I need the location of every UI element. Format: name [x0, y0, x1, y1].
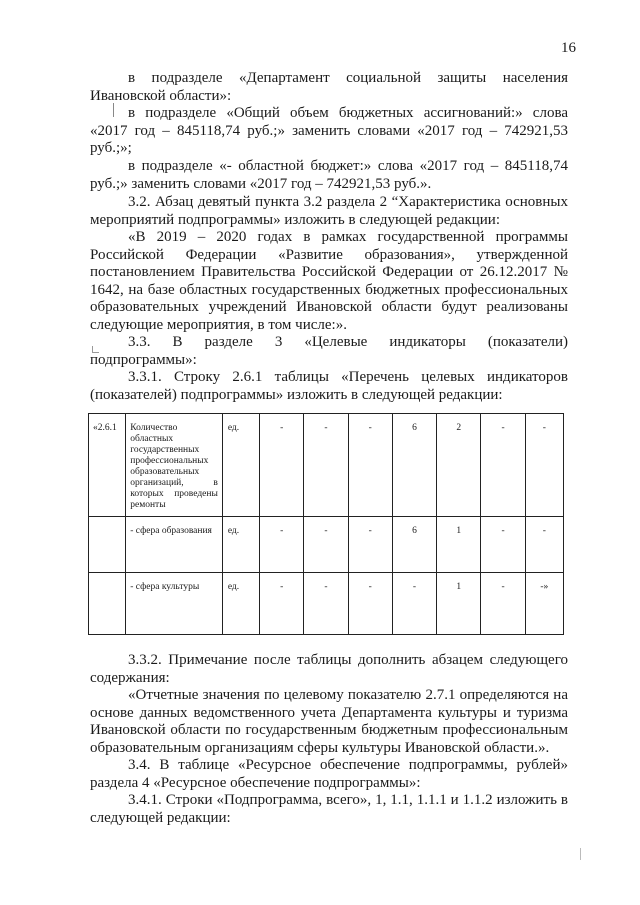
row-code: «2.6.1 — [89, 414, 126, 517]
cell-value: - — [525, 414, 563, 517]
table-row — [89, 573, 564, 635]
row-name: - сфера образования — [126, 517, 223, 573]
paragraph-3-2: 3.2. Абзац девятый пункта 3.2 раздела 2 “Характеристика основных мероприятий подпрограммы» изложить в следующей редакции: — [90, 194, 568, 228]
paragraph-3-3: 3.3. В разделе 3 «Целевые индикаторы (показатели) подпрограммы»: — [90, 334, 568, 368]
paragraph-social-protection: в подразделе «Департамент социальной защиты населения Ивановской области»: — [90, 70, 568, 104]
paragraph-quote-2-7-1: «Отчетные значения по целевому показателю 2.7.1 определяются на основе данных ведомственного учета Департамента культуры и туризма Ивановской области по государственным бюджетным профессиональным образовательным организациям сферы культуры Ивановской области.». — [90, 687, 568, 756]
cell-value: - — [392, 573, 436, 635]
table-row — [89, 517, 564, 573]
cell-value: - — [304, 573, 348, 635]
cell-value: 1 — [437, 517, 481, 573]
row-name: Количество областных государственных профессиональных образовательных организаций, в которых проведены ремонты — [126, 414, 223, 517]
cell-value: 6 — [392, 414, 436, 517]
row-code — [89, 573, 126, 635]
cell-value: - — [260, 517, 304, 573]
row-unit: ед. — [222, 573, 259, 635]
paragraph-3-3-2: 3.3.2. Примечание после таблицы дополнить абзацем следующего содержания: — [90, 652, 568, 686]
cell-value: - — [348, 414, 392, 517]
row-name: - сфера культуры — [126, 573, 223, 635]
cell-value: 1 — [437, 573, 481, 635]
paragraph-quote-2019: «В 2019 – 2020 годах в рамках государственной программы Российской Федерации «Развитие образования», утвержденной постановлением Правительства Российской Федерации от 26.12.2017 № 1642, на базе областных государственных бюджетных профессиональных образовательных учреждений Ивановской области будут реализованы следующие мероприятия, в том числе:». — [90, 229, 568, 333]
page-number: 16 — [561, 40, 576, 56]
indicators-table — [88, 413, 564, 635]
cell-value: - — [481, 517, 525, 573]
paragraph-3-3-1: 3.3.1. Строку 2.6.1 таблицы «Перечень целевых индикаторов (показателей) подпрограммы» изложить в следующей редакции: — [90, 369, 568, 403]
cell-value: -» — [525, 573, 563, 635]
cell-value: - — [304, 414, 348, 517]
paragraph-3-4-1: 3.4.1. Строки «Подпрограмма, всего», 1, 1.1, 1.1.1 и 1.1.2 изложить в следующей редакции: — [90, 792, 568, 826]
cell-value: - — [260, 414, 304, 517]
cell-value: 2 — [437, 414, 481, 517]
cell-value: - — [348, 517, 392, 573]
paragraph-3-4: 3.4. В таблице «Ресурсное обеспечение подпрограммы, рублей» раздела 4 «Ресурсное обеспечение подпрограммы»: — [90, 757, 568, 791]
paragraph-regional-budget: в подразделе «- областной бюджет:» слова «2017 год – 845118,74 руб.;» заменить словами «2017 год – 742921,53 руб.». — [90, 158, 568, 192]
table-row — [89, 414, 564, 517]
cell-value: - — [525, 517, 563, 573]
cell-value: - — [481, 414, 525, 517]
row-unit: ед. — [222, 517, 259, 573]
row-unit: ед. — [222, 414, 259, 517]
cell-value: - — [260, 573, 304, 635]
cell-value: - — [348, 573, 392, 635]
cell-value: - — [304, 517, 348, 573]
scan-mark — [580, 848, 581, 860]
row-code — [89, 517, 126, 573]
paragraph-budget-total: в подразделе «Общий объем бюджетных ассигнований:» слова «2017 год – 845118,74 руб.;» заменить словами «2017 год – 742921,53 руб.;»; — [90, 105, 568, 156]
cell-value: 6 — [392, 517, 436, 573]
cell-value: - — [481, 573, 525, 635]
